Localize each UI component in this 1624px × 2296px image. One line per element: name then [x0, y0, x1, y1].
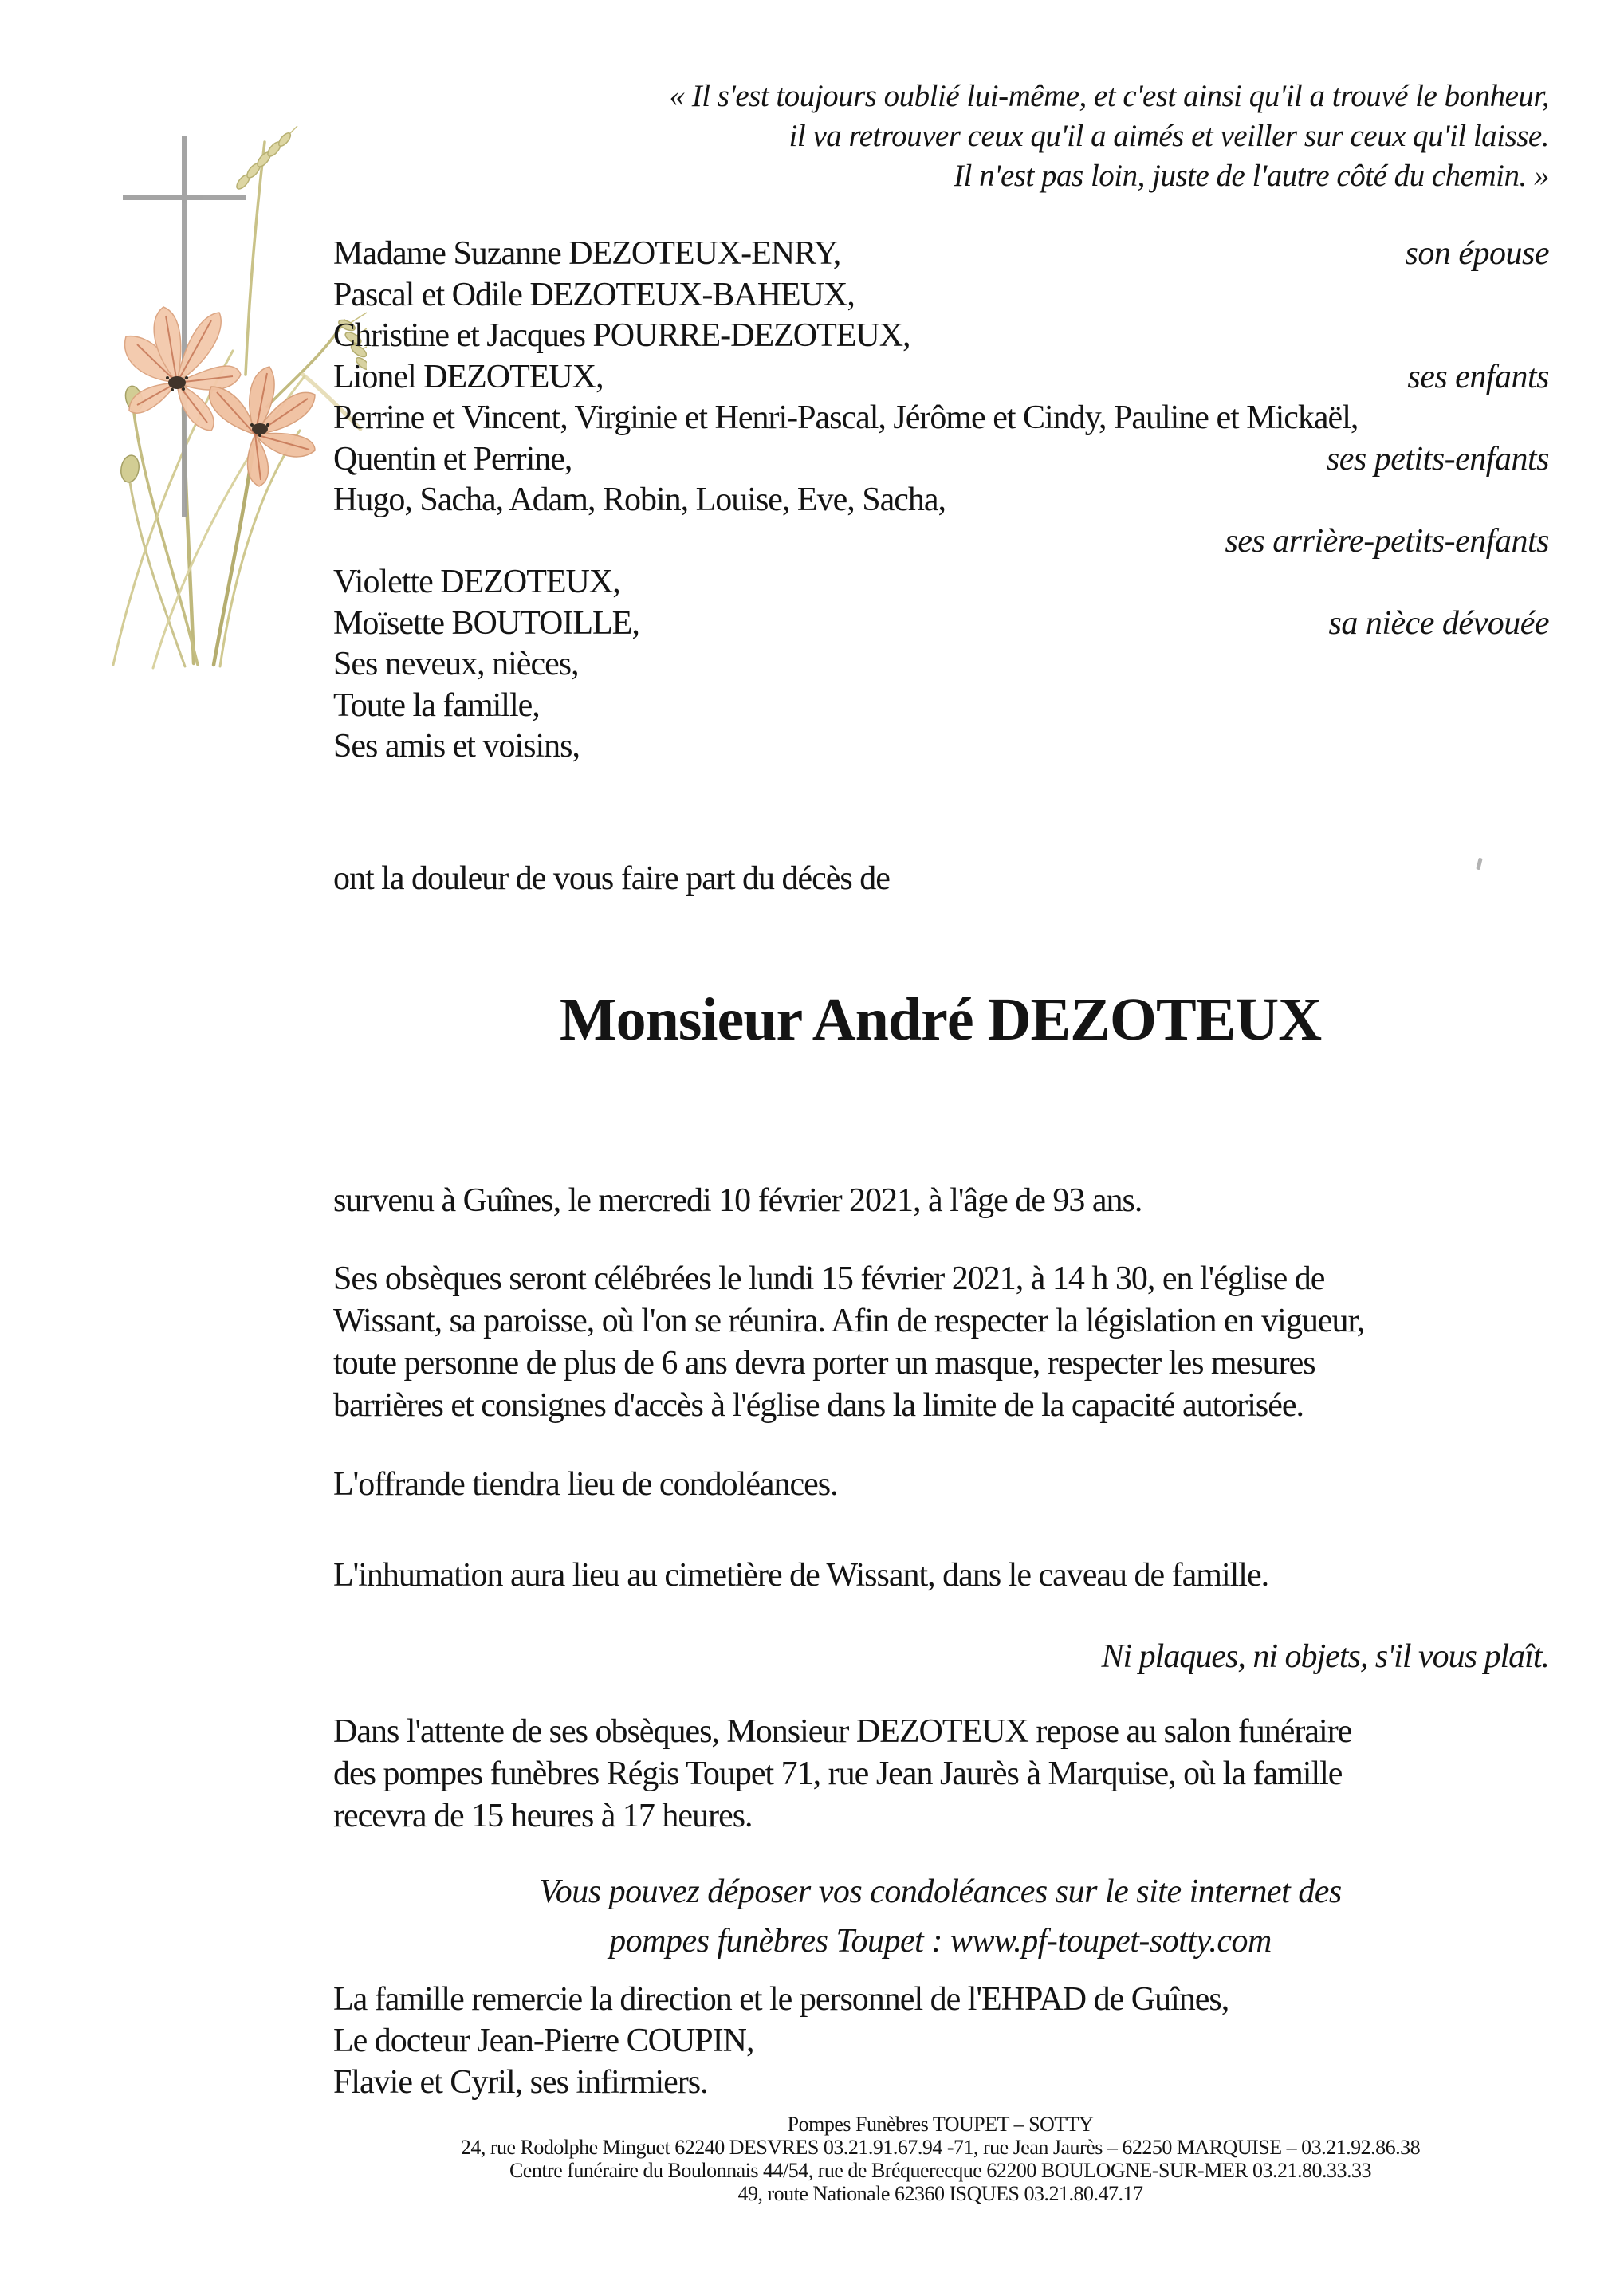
relationship-label: ses arrière-petits-enfants	[1225, 522, 1549, 560]
paragraph-line: des pompes funèbres Régis Toupet 71, rue Jean Jaurès à Marquise, où la famille	[333, 1755, 1343, 1792]
family-member-name: Ses neveux, nièces,	[333, 646, 579, 682]
family-member-name: Perrine et Vincent, Virginie et Henri-Pascal, Jérôme et Cindy, Pauline et Mickaël,	[333, 399, 1359, 436]
family-row	[333, 358, 1549, 399]
scan-speck	[1476, 858, 1482, 871]
family-row	[333, 316, 1549, 358]
deceased-name: Monsieur André DEZOTEUX	[559, 986, 1322, 1053]
relationship-label: ses enfants	[1407, 358, 1549, 395]
family-member-name: Quentin et Perrine,	[333, 440, 572, 478]
family-row	[333, 604, 1549, 646]
visitation-paragraph	[333, 1711, 1351, 1838]
family-row	[333, 481, 1549, 522]
family-row	[333, 522, 1549, 564]
footer-line: 49, route Nationale 62360 ISQUES 03.21.80.47.17	[737, 2182, 1143, 2205]
paragraph-line: barrières et consignes d'accès à l'église dans la limite de la capacité autorisée.	[333, 1387, 1304, 1424]
footer-line: Pompes Funèbres TOUPET – SOTTY	[787, 2113, 1094, 2136]
paragraph-line: Le docteur Jean-Pierre COUPIN,	[333, 2023, 754, 2059]
offering-line: L'offrande tiendra lieu de condoléances.	[333, 1466, 838, 1503]
family-member-name: Toute la famille,	[333, 686, 540, 724]
footer-line: Centre funéraire du Boulonnais 44/54, rue de Bréquerecque 62200 BOULOGNE-SUR-MER 03.21.80.33.33	[509, 2159, 1372, 2182]
family-member-name: Lionel DEZOTEUX,	[333, 358, 604, 395]
family-member-name: Pascal et Odile DEZOTEUX-BAHEUX,	[333, 276, 855, 313]
wheat-head-top	[234, 126, 297, 191]
funeral-home-footer	[333, 2113, 1547, 2205]
family-member-name: Moïsette BOUTOILLE,	[333, 604, 639, 642]
paragraph-line: recevra de 15 heures à 17 heures.	[333, 1798, 753, 1834]
relationship-label: sa nièce dévouée	[1328, 604, 1549, 642]
family-member-name: Hugo, Sacha, Adam, Robin, Louise, Eve, Sacha,	[333, 482, 946, 518]
relationship-label: ses petits-enfants	[1326, 440, 1549, 478]
family-row	[333, 440, 1549, 482]
paragraph-line: Dans l'attente de ses obsèques, Monsieur DEZOTEUX repose au salon funéraire	[333, 1713, 1352, 1750]
family-member-name: Ses amis et voisins,	[333, 728, 580, 765]
family-row	[333, 276, 1549, 317]
funeral-details-paragraph	[333, 1258, 1364, 1427]
paragraph-line: pompes funèbres Toupet : www.pf-toupet-sotty.com	[609, 1923, 1272, 1960]
family-member-name: Madame Suzanne DEZOTEUX-ENRY,	[333, 235, 841, 272]
relationship-label: son épouse	[1405, 235, 1549, 272]
online-condolences-note	[333, 1867, 1547, 1966]
family-row	[333, 563, 1549, 604]
paragraph-line: Ses obsèques seront célébrées le lundi 15 février 2021, à 14 h 30, en l'église de	[333, 1260, 1325, 1297]
paragraph-line: La famille remercie la direction et le personnel de l'EHPAD de Guînes,	[333, 1981, 1229, 2018]
cross-and-poppies-illustration	[64, 112, 367, 670]
paragraph-line: Flavie et Cyril, ses infirmiers.	[333, 2064, 708, 2101]
quote-line: Il n'est pas loin, juste de l'autre côté du chemin. »	[954, 159, 1549, 193]
no-plaques-note: Ni plaques, ni objets, s'il vous plaît.	[1101, 1638, 1549, 1675]
footer-line: 24, rue Rodolphe Minguet 62240 DESVRES 03.21.91.67.94 -71, rue Jean Jaurès – 62250 MARQUISE – 03.21.92.86.38	[460, 2136, 1421, 2159]
paragraph-line: toute personne de plus de 6 ans devra porter un masque, respecter les mesures	[333, 1345, 1315, 1382]
family-row	[333, 399, 1549, 440]
memorial-quote	[669, 77, 1549, 196]
death-info-line: survenu à Guînes, le mercredi 10 février 2021, à l'âge de 93 ans.	[333, 1182, 1142, 1219]
family-row	[333, 234, 1549, 276]
quote-line: « Il s'est toujours oublié lui-même, et c'est ainsi qu'il a trouvé le bonheur,	[669, 79, 1549, 113]
family-member-name: Christine et Jacques POURRE-DEZOTEUX,	[333, 317, 910, 354]
family-row	[333, 686, 1549, 728]
family-member-name: Violette DEZOTEUX,	[333, 564, 620, 600]
paragraph-line: Wissant, sa paroisse, où l'on se réunira. Afin de respecter la législation en vigueur,	[333, 1303, 1365, 1339]
thanks-paragraph	[333, 1979, 1229, 2103]
family-list	[333, 234, 1549, 769]
family-row	[333, 727, 1549, 769]
quote-line: il va retrouver ceux qu'il a aimés et veiller sur ceux qu'il laisse.	[788, 119, 1549, 153]
family-row	[333, 645, 1549, 686]
paragraph-line: Vous pouvez déposer vos condoléances sur le site internet des	[539, 1873, 1342, 1910]
announcement-line: ont la douleur de vous faire part du décès de	[333, 860, 890, 897]
burial-line: L'inhumation aura lieu au cimetière de Wissant, dans le caveau de famille.	[333, 1557, 1269, 1594]
